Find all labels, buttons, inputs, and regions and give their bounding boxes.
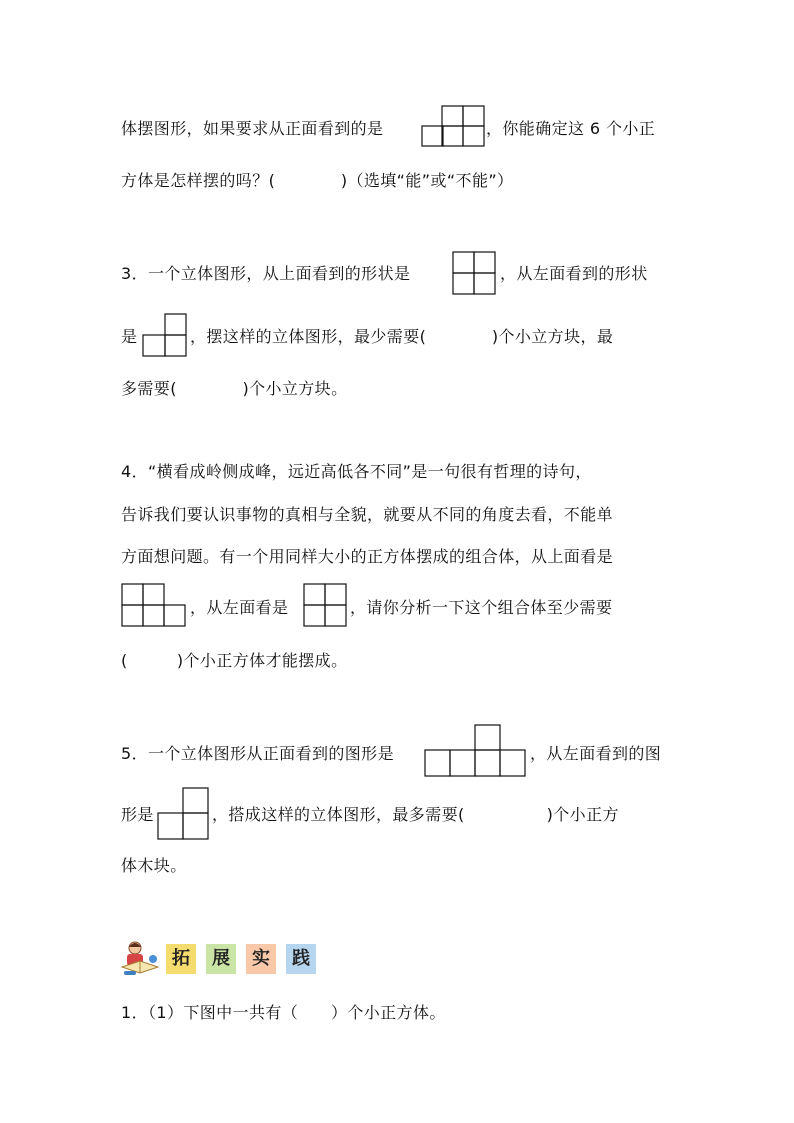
q3-top-view-figure: [452, 251, 496, 295]
q3-text-line-1b: ，从左面看到的形状: [500, 264, 648, 283]
cell: [422, 126, 443, 146]
section-badge-2: 展: [206, 944, 236, 974]
section-badge-1: 拓: [166, 944, 196, 974]
section-badge-3: 实: [246, 944, 276, 974]
cell: [453, 252, 474, 273]
q5-text-line-2a: 形是: [121, 805, 154, 824]
cell: [325, 605, 346, 626]
cell: [165, 335, 186, 356]
q4-top-view-figure: [121, 583, 187, 627]
cell: [463, 106, 484, 126]
q5-text-line-3: 体木块。: [121, 856, 187, 875]
cell: [183, 788, 208, 813]
cell: [453, 273, 474, 294]
cell: [143, 335, 165, 356]
q5-text-line-1b: ，从左面看到的图: [530, 744, 662, 763]
reading-kid-icon: [120, 939, 162, 977]
cell: [475, 750, 500, 776]
section-badge-4: 践: [286, 944, 316, 974]
q2-text-line-1a: 体摆图形，如果要求从正面看到的是: [121, 119, 384, 138]
q2-front-view-figure: [421, 105, 486, 147]
cell: [442, 106, 463, 126]
q3-left-view-figure: [142, 313, 188, 357]
cell: [474, 252, 495, 273]
q4-text-line-5: ( )个小正方体才能摆成。: [121, 651, 348, 670]
q4-text-line-2: 告诉我们要认识事物的真相与全貌，就要从不同的角度去看，不能单: [121, 505, 614, 524]
cell: [143, 605, 164, 626]
cell: [143, 584, 164, 605]
cell: [304, 605, 325, 626]
ext-q1-text: 1．（1）下图中一共有（ ）个小正方体。: [121, 1003, 446, 1022]
q4-text-line-4b: ，请你分析一下这个组合体至少需要: [350, 598, 613, 617]
q2-text-line-1b: ，你能确定这 6 个小正: [486, 119, 656, 138]
cell: [164, 605, 185, 626]
cell: [475, 725, 500, 750]
cell: [425, 750, 450, 776]
cell: [158, 813, 183, 839]
cell: [325, 584, 346, 605]
cell: [442, 126, 463, 146]
cell: [474, 273, 495, 294]
cell: [122, 584, 143, 605]
cell: [500, 750, 525, 776]
q5-text-line-1a: 5．一个立体图形从正面看到的图形是: [121, 744, 394, 763]
cell: [183, 813, 208, 839]
q5-left-view-figure: [157, 787, 211, 841]
q4-text-line-3: 方面想问题。有一个用同样大小的正方体摆成的组合体，从上面看是: [121, 547, 614, 566]
q3-text-line-1a: 3．一个立体图形，从上面看到的形状是: [121, 264, 411, 283]
cell: [450, 750, 475, 776]
q3-text-line-3: 多需要( )个小立方块。: [121, 379, 348, 398]
cell: [122, 605, 143, 626]
cell: [165, 314, 186, 335]
q4-text-line-4a: ，从左面看是: [190, 598, 289, 617]
cell: [463, 126, 484, 146]
q3-text-line-2a: 是: [121, 327, 138, 346]
q5-text-line-2b: ，搭成这样的立体图形，最多需要( )个小正方: [212, 805, 619, 824]
q4-left-view-figure: [303, 583, 347, 627]
q2-text-line-2: 方体是怎样摆的吗？( )（选填“能”或“不能”）: [121, 171, 514, 190]
q5-front-view-figure: [424, 724, 528, 778]
cell: [304, 584, 325, 605]
q3-text-line-2b: ，摆这样的立体图形，最少需要( )个小立方块，最: [190, 327, 614, 346]
q4-text-line-1: 4．“横看成岭侧成峰，远近高低各不同”是一句很有哲理的诗句，: [121, 462, 592, 481]
